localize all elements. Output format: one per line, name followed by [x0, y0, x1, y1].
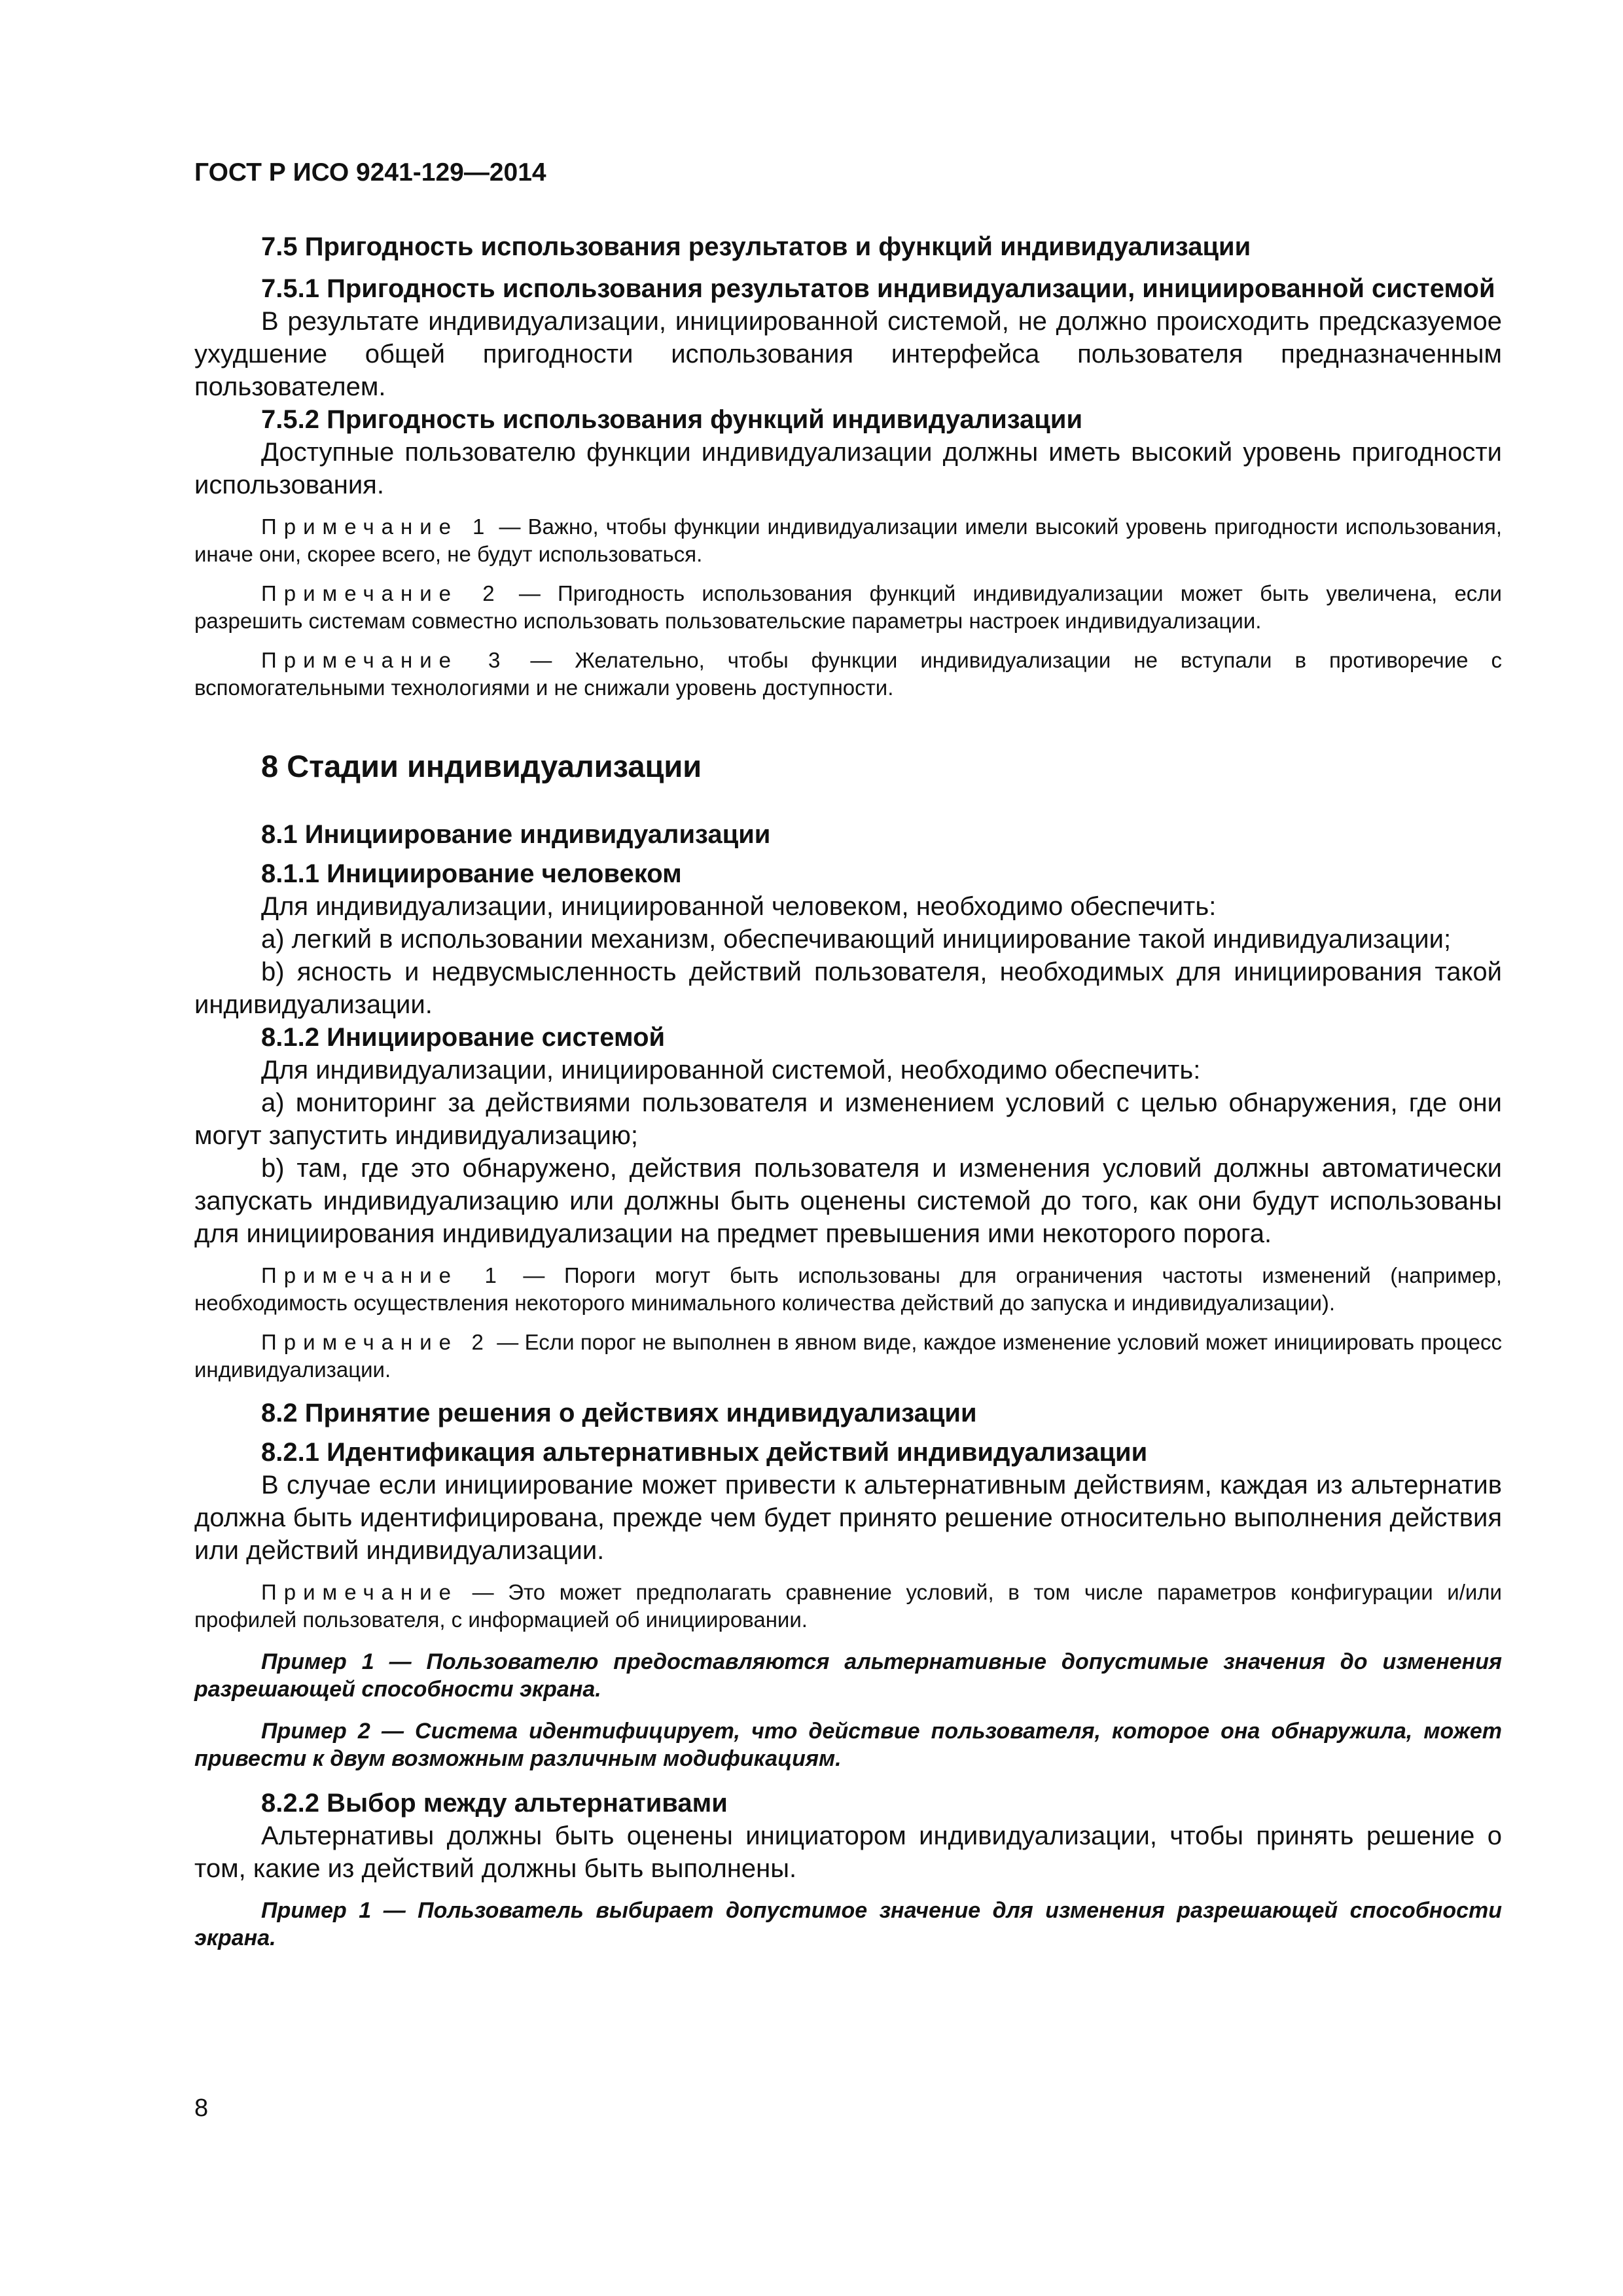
section-8-1-1-intro: Для индивидуализации, инициированной человеком, необходимо обеспечить: — [261, 892, 1217, 921]
section-7-5-2-text: Доступные пользователю функции индивидуализации должны иметь высокий уровень пригодности использования. — [194, 438, 1502, 499]
note-7-5-2 — [194, 580, 1502, 635]
section-8-1-1-item-b: b) ясность и недвусмысленность действий пользователя, необходимых для инициирования такой индивидуализации. — [194, 958, 1502, 1019]
section-8-1-title: 8.1 Инициирование индивидуализации — [261, 820, 771, 849]
note-text: — Пригодность использования функций индивидуализации может быть увеличена, если разрешить системам совместно использовать пользовательские параметры настроек индивидуализации. — [194, 581, 1502, 633]
note-7-5-1 — [194, 513, 1502, 568]
section-8-1-2-item-b: b) там, где это обнаружено, действия пользователя и изменения условий должны автоматически запускать индивидуализацию или должны быть оценены системой до того, как они будут использованы для инициирования индивидуализации на предмет превышения ими некоторого порога. — [194, 1154, 1502, 1248]
section-8-title: 8 Стадии индивидуализации — [261, 749, 702, 783]
note-label: Примечание 2 — [261, 1330, 491, 1354]
note-label: Примечание 2 — [261, 581, 502, 605]
section-8-2-2-text: Альтернативы должны быть оценены инициатором индивидуализации, чтобы принять решение о том, какие из действий должны быть выполнены. — [194, 1821, 1502, 1883]
note-text: — Желательно, чтобы функции индивидуализации не вступали в противоречие с вспомогательными технологиями и не снижали уровень доступности. — [194, 648, 1502, 700]
note-8-1-2-1 — [194, 1262, 1502, 1317]
section-7-5-1-title: 7.5.1 Пригодность использования результатов индивидуализации, инициированной системой — [261, 274, 1495, 303]
note-label: Примечание 1 — [261, 514, 492, 539]
section-8-2-1-title: 8.2.1 Идентификация альтернативных действий индивидуализации — [261, 1438, 1148, 1467]
note-label: Примечание 3 — [261, 648, 508, 672]
section-8-2-1-text: В случае если инициирование может привести к альтернативным действиям, каждая из альтернатив должна быть идентифицирована, прежде чем будет принято решение относительно выполнения действия или действий индивидуализации. — [194, 1471, 1502, 1565]
example-8-2-2-1: Пример 1 — Пользователь выбирает допустимое значение для изменения разрешающей способности экрана. — [194, 1898, 1502, 1950]
section-8-1-2-item-a: a) мониторинг за действиями пользователя и изменением условий с целью обнаружения, где они могут запустить индивидуализацию; — [194, 1088, 1502, 1150]
note-8-2-1 — [194, 1579, 1502, 1634]
section-8-1-2-title: 8.1.2 Инициирование системой — [261, 1023, 666, 1052]
section-8-2-2-title: 8.2.2 Выбор между альтернативами — [261, 1789, 728, 1818]
section-7-5-title: 7.5 Пригодность использования результатов и функций индивидуализации — [261, 232, 1251, 261]
note-text: — Если порог не выполнен в явном виде, каждое изменение условий может инициировать процесс индивидуализации. — [194, 1330, 1502, 1382]
example-8-2-1-2: Пример 2 — Система идентифицирует, что действие пользователя, которое она обнаружила, может привести к двум возможным различным модификациям. — [194, 1719, 1502, 1771]
note-8-1-2-2 — [194, 1329, 1502, 1384]
section-8-1-2-intro: Для индивидуализации, инициированной системой, необходимо обеспечить: — [261, 1056, 1201, 1085]
note-label: Примечание — [261, 1580, 459, 1604]
section-8-1-1-item-a: a) легкий в использовании механизм, обеспечивающий инициирование такой индивидуализации; — [261, 925, 1452, 954]
example-8-2-1-1: Пример 1 — Пользователю предоставляются альтернативные допустимые значения до изменения разрешающей способности экрана. — [194, 1649, 1502, 1702]
note-text: — Пороги могут быть использованы для ограничения частоты изменений (например, необходимость осуществления некоторого минимального количества действий до запуска и индивидуализации). — [194, 1263, 1502, 1315]
section-8-2-title: 8.2 Принятие решения о действиях индивидуализации — [261, 1399, 977, 1427]
note-text: — Важно, чтобы функции индивидуализации имели высокий уровень пригодности использования, иначе они, скорее всего, не будут использоваться. — [194, 514, 1502, 566]
section-7-5-2-title: 7.5.2 Пригодность использования функций индивидуализации — [261, 405, 1083, 434]
standard-header: ГОСТ Р ИСО 9241-129—2014 — [194, 158, 546, 187]
page-number: 8 — [194, 2094, 209, 2122]
section-8-1-1-title: 8.1.1 Инициирование человеком — [261, 859, 682, 888]
note-label: Примечание 1 — [261, 1263, 504, 1287]
note-text: — Это может предполагать сравнение условий, в том числе параметров конфигурации и/или профилей пользователя, с информацией об инициировании. — [194, 1580, 1502, 1632]
section-7-5-1-text: В результате индивидуализации, инициированной системой, не должно происходить предсказуемое ухудшение общей пригодности использования интерфейса пользователя предназначенным пользователем. — [194, 307, 1502, 401]
note-7-5-3 — [194, 647, 1502, 702]
document-page — [194, 157, 1502, 1952]
